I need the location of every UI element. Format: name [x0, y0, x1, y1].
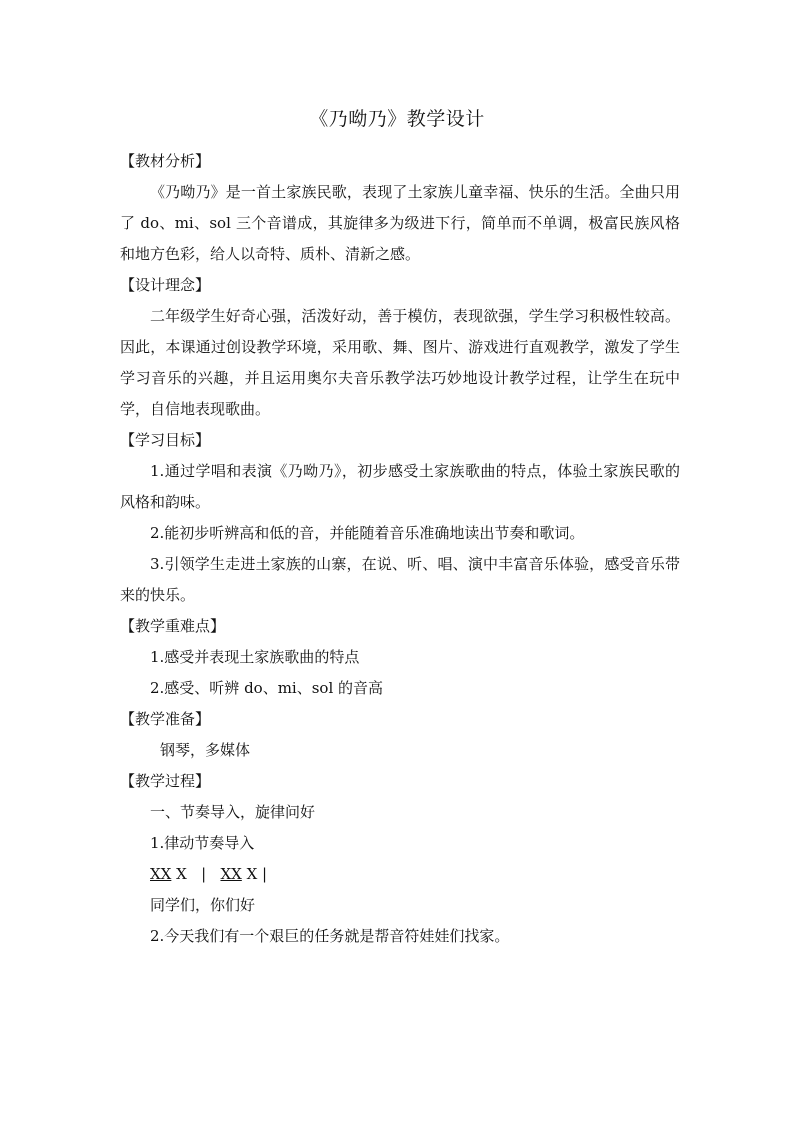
process-step-title: 一、节奏导入，旋律问好 — [150, 803, 316, 821]
process-substep: 2.今天我们有一个艰巨的任务就是帮音符娃娃们找家。 — [150, 927, 510, 945]
section-heading-goals: 【学习目标】 — [120, 431, 211, 449]
goal-item: 2.能初步听辨高和低的音，并能随着音乐准确地读出节奏和歌词。 — [150, 524, 585, 542]
key-point-item: 1.感受并表现土家族歌曲的特点 — [150, 648, 360, 666]
rhythm-notation — [120, 859, 680, 890]
goal-item: 3.引领学生走进土家族的山寨，在说、听、唱、演中丰富音乐体验，感受音乐带来的快乐。 — [120, 555, 680, 604]
section-heading-preparation: 【教学准备】 — [120, 710, 211, 728]
process-substep: 1.律动节奏导入 — [150, 834, 255, 852]
section-heading-process: 【教学过程】 — [120, 772, 211, 790]
analysis-paragraph: 《乃呦乃》是一首土家族民歌，表现了土家族儿童幸福、快乐的生活。全曲只用了 do、mi、sol 三个音谱成，其旋律多为级进下行，简单而不单调，极富民族风格和地方色彩，给人以奇特、质朴、清新之感。 — [120, 183, 680, 263]
goal-item: 1.通过学唱和表演《乃呦乃》，初步感受土家族歌曲的特点，体验土家族民歌的风格和韵味。 — [120, 462, 680, 511]
rhythm-beat: XX — [150, 865, 172, 883]
rhythm-beat: X | — [171, 865, 221, 883]
preparation-text: 钢琴，多媒体 — [160, 741, 251, 759]
concept-paragraph: 二年级学生好奇心强，活泼好动，善于模仿，表现欲强，学生学习积极性较高。因此，本课通过创设教学环境，采用歌、舞、图片、游戏进行直观教学，激发了学生学习音乐的兴趣，并且运用奥尔夫音乐教学法巧妙地设计教学过程，让学生在玩中学，自信地表现歌曲。 — [120, 307, 680, 418]
document-body — [120, 146, 680, 952]
section-heading-key-points: 【教学重难点】 — [120, 617, 226, 635]
document-title: 《乃呦乃》教学设计 — [309, 108, 485, 130]
greeting-line: 同学们，你们好 — [150, 896, 256, 914]
section-heading-analysis: 【教材分析】 — [120, 152, 211, 170]
rhythm-beat: XX — [220, 865, 242, 883]
section-heading-concept: 【设计理念】 — [120, 276, 211, 294]
key-point-item: 2.感受、听辨 do、mi、sol 的音高 — [150, 679, 384, 697]
rhythm-beat: X | — [241, 865, 268, 883]
